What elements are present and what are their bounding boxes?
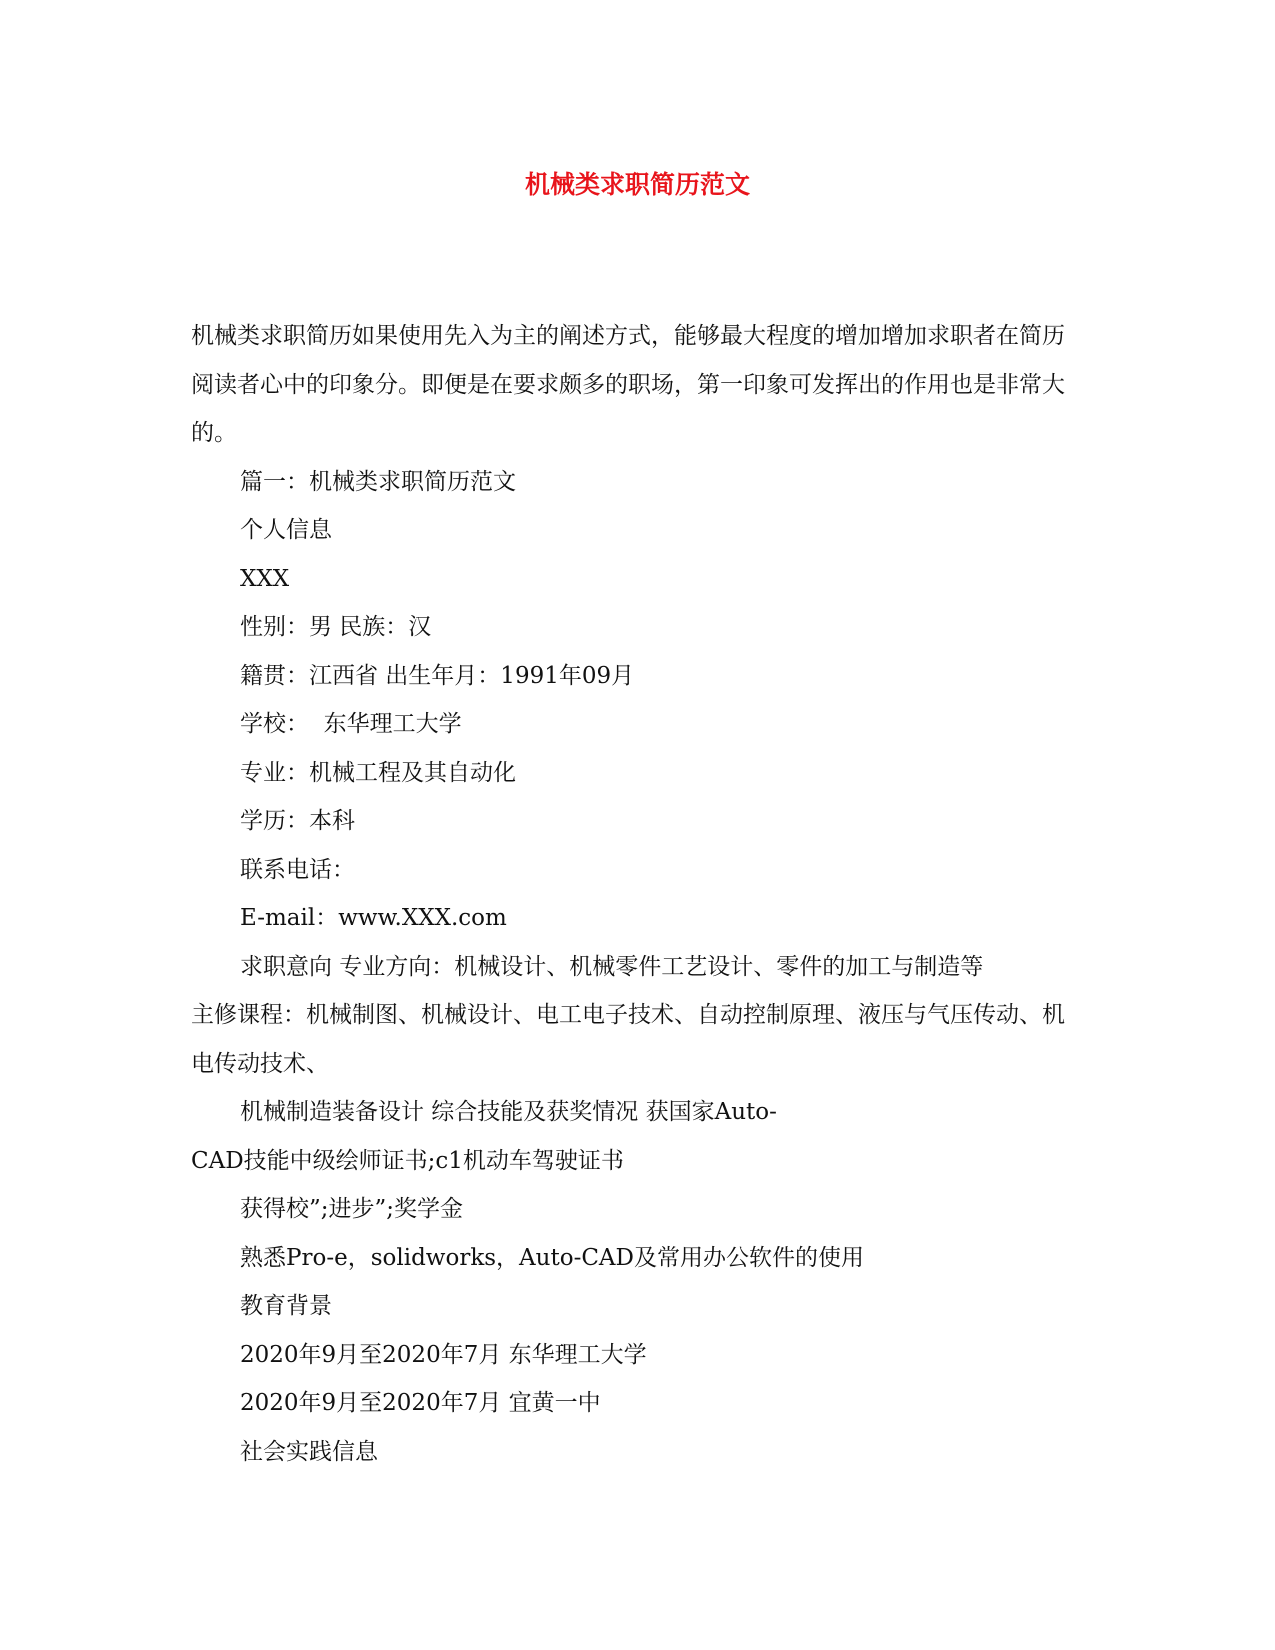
paragraph-name: XXX (240, 565, 290, 592)
paragraph-phone: 联系电话： (240, 856, 355, 883)
document-body (191, 312, 1071, 1476)
paragraph-social-practice-heading: 社会实践信息 (240, 1438, 378, 1465)
paragraph-personal-info-heading: 个人信息 (240, 517, 332, 543)
paragraph-courses: 主修课程：机械制图、机械设计、电工电子技术、自动控制原理、液压与气压传动、机电传动技术、 (191, 1002, 1065, 1077)
paragraph-origin-birth: 籍贯：江西省 出生年月：1991年09月 (240, 662, 635, 689)
paragraph-certificates: CAD技能中级绘师证书;c1机动车驾驶证书 (191, 1147, 624, 1174)
paragraph-section-heading: 篇一：机械类求职简历范文 (240, 468, 516, 495)
paragraph-software: 熟悉Pro-e，solidworks，Auto-CAD及常用办公软件的使用 (240, 1244, 864, 1271)
paragraph-email: E-mail：www.XXX.com (240, 905, 507, 931)
paragraph-degree: 学历：本科 (240, 808, 355, 834)
document-title: 机械类求职简历范文 (524, 170, 750, 199)
paragraph-education-highschool: 2020年9月至2020年7月 宜黄一中 (240, 1390, 601, 1416)
paragraph-major: 专业：机械工程及其自动化 (240, 759, 516, 786)
paragraph-skills-awards: 机械制造装备设计 综合技能及获奖情况 获国家Auto- (240, 1099, 777, 1125)
paragraph-gender-ethnicity: 性别：男 民族：汉 (240, 614, 432, 640)
paragraph-education-heading: 教育背景 (240, 1293, 332, 1319)
paragraph-education-university: 2020年9月至2020年7月 东华理工大学 (240, 1341, 647, 1368)
paragraph-school: 学校： 东华理工大学 (240, 711, 462, 737)
paragraph-job-objective: 求职意向 专业方向：机械设计、机械零件工艺设计、零件的加工与制造等 (240, 953, 984, 980)
paragraph-scholarship: 获得校”;进步”;奖学金 (240, 1196, 464, 1222)
paragraph-intro: 机械类求职简历如果使用先入为主的阐述方式，能够最大程度的增加增加求职者在简历阅读者心中的印象分。即便是在要求颇多的职场，第一印象可发挥出的作用也是非常大的。 (191, 323, 1065, 446)
